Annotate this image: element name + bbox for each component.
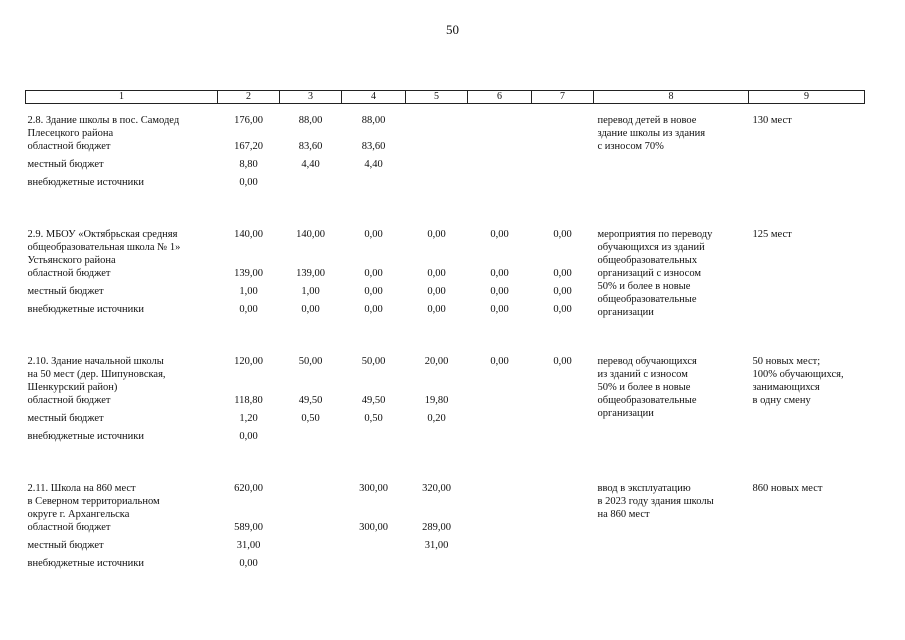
amount-cell: 120,00 [234, 356, 263, 367]
amount-cell [406, 140, 468, 158]
amount-cell [406, 113, 468, 140]
amount-cell [532, 158, 594, 176]
amount-cell: 300,00 [359, 483, 388, 494]
amount-cell: 0,20 [427, 413, 446, 424]
amount-cell: 0,00 [239, 304, 258, 315]
funding-source-label: областной бюджет [27, 395, 111, 406]
amount-cell: 0,00 [553, 286, 572, 297]
spacer-row [26, 104, 865, 114]
amount-cell [468, 113, 532, 140]
amount-cell [468, 557, 532, 575]
amount-cell [406, 557, 468, 575]
page-number: 50 [446, 22, 459, 37]
amount-cell [280, 176, 342, 194]
amount-cell: 589,00 [234, 522, 263, 533]
amount-cell [468, 394, 532, 412]
amount-cell: 167,20 [234, 141, 263, 152]
funding-source-label: местный бюджет [27, 159, 104, 170]
amount-cell [532, 557, 594, 575]
amount-cell: 1,00 [239, 286, 258, 297]
column-header: 8 [594, 91, 749, 104]
item-row [26, 113, 865, 140]
amount-cell [532, 521, 594, 539]
item-title: 2.10. Здание начальной школы на 50 мест (дер. Шипуновская, Шенкурский район) [27, 356, 166, 393]
amount-cell: 0,00 [490, 268, 509, 279]
amount-cell: 31,00 [236, 540, 261, 551]
spacer-cell [468, 448, 532, 481]
amount-cell [342, 539, 406, 557]
column-header: 7 [532, 91, 594, 104]
amount-cell: 19,80 [424, 395, 449, 406]
amount-cell [532, 394, 594, 412]
amount-cell [532, 539, 594, 557]
spacer-row [26, 448, 865, 481]
amount-cell [532, 140, 594, 158]
item-description: ввод в эксплуатацию в 2023 году здания школы на 860 мест [597, 483, 714, 520]
amount-cell: 300,00 [359, 522, 388, 533]
spacer-cell [26, 448, 218, 481]
amount-cell [342, 557, 406, 575]
amount-cell: 139,00 [296, 268, 325, 279]
amount-cell: 0,00 [490, 286, 509, 297]
spacer-cell [532, 194, 594, 227]
amount-cell: 50,00 [361, 356, 386, 367]
amount-cell: 88,00 [361, 115, 386, 126]
amount-cell: 0,00 [553, 304, 572, 315]
amount-cell: 620,00 [234, 483, 263, 494]
item-result: 130 мест [752, 115, 792, 126]
amount-cell: 88,00 [298, 115, 323, 126]
spacer-cell [749, 321, 865, 354]
column-header: 9 [749, 91, 865, 104]
column-header: 3 [280, 91, 342, 104]
amount-cell [468, 140, 532, 158]
amount-cell: 0,00 [364, 268, 383, 279]
spacer-cell [342, 448, 406, 481]
amount-cell: 0,00 [239, 558, 258, 569]
spacer-cell [26, 104, 218, 114]
column-number-row [26, 91, 865, 104]
funding-source-label: местный бюджет [27, 286, 104, 297]
amount-cell [342, 176, 406, 194]
item-description: перевод обучающихся из зданий с износом 50% и более в новые общеобразовательные организации [597, 356, 697, 419]
item-description: перевод детей в новое здание школы из здания с износом 70% [597, 115, 706, 152]
spacer-cell [342, 104, 406, 114]
amount-cell: 4,40 [301, 159, 320, 170]
amount-cell: 0,00 [364, 286, 383, 297]
spacer-cell [532, 321, 594, 354]
item-title: 2.8. Здание школы в пос. Самодед Плесецкого района [27, 115, 180, 139]
spacer-cell [749, 194, 865, 227]
amount-cell [532, 113, 594, 140]
amount-cell: 289,00 [422, 522, 451, 533]
amount-cell: 0,00 [239, 177, 258, 188]
amount-cell: 0,00 [490, 304, 509, 315]
amount-cell: 49,50 [361, 395, 386, 406]
spacer-cell [26, 194, 218, 227]
funding-source-label: местный бюджет [27, 413, 104, 424]
item-result: 860 новых мест [752, 483, 823, 494]
spacer-cell [406, 194, 468, 227]
amount-cell: 31,00 [424, 540, 449, 551]
spacer-cell [406, 321, 468, 354]
spacer-cell [280, 104, 342, 114]
item-row [26, 227, 865, 267]
funding-source-label: внебюджетные источники [27, 431, 145, 442]
amount-cell [468, 430, 532, 448]
amount-cell [468, 412, 532, 430]
column-header: 4 [342, 91, 406, 104]
amount-cell: 1,20 [239, 413, 258, 424]
amount-cell [406, 158, 468, 176]
amount-cell [280, 481, 342, 521]
amount-cell: 0,00 [301, 304, 320, 315]
item-result: 50 новых мест; 100% обучающихся, занимающихся в одну смену [752, 356, 844, 406]
spacer-cell [280, 448, 342, 481]
amount-cell [280, 521, 342, 539]
amount-cell [406, 430, 468, 448]
item-result: 125 мест [752, 229, 792, 240]
amount-cell [532, 176, 594, 194]
spacer-cell [280, 194, 342, 227]
amount-cell: 50,00 [298, 356, 323, 367]
funding-source-label: внебюджетные источники [27, 558, 145, 569]
amount-cell: 0,00 [553, 356, 572, 367]
amount-cell: 140,00 [234, 229, 263, 240]
spacer-cell [594, 321, 749, 354]
amount-cell [406, 176, 468, 194]
amount-cell: 0,00 [364, 229, 383, 240]
spacer-cell [468, 194, 532, 227]
item-title: 2.9. МБОУ «Октябрьская средняя общеобразовательная школа № 1» Устьянского района [27, 229, 181, 266]
amount-cell [280, 539, 342, 557]
funding-source-label: внебюджетные источники [27, 304, 145, 315]
spacer-cell [218, 321, 280, 354]
spacer-cell [468, 321, 532, 354]
amount-cell: 4,40 [364, 159, 383, 170]
amount-cell [532, 412, 594, 430]
amount-cell: 176,00 [234, 115, 263, 126]
spacer-cell [218, 194, 280, 227]
item-title: 2.11. Школа на 860 мест в Северном территориальном округе г. Архангельска [27, 483, 160, 520]
amount-cell: 0,00 [364, 304, 383, 315]
amount-cell: 0,00 [490, 229, 509, 240]
amount-cell [532, 430, 594, 448]
amount-cell [342, 430, 406, 448]
spacer-cell [749, 104, 865, 114]
funding-source-label: областной бюджет [27, 522, 111, 533]
amount-cell: 0,00 [427, 268, 446, 279]
amount-cell: 139,00 [234, 268, 263, 279]
amount-cell: 83,60 [361, 141, 386, 152]
amount-cell: 0,00 [553, 268, 572, 279]
spacer-cell [342, 321, 406, 354]
amount-cell: 320,00 [422, 483, 451, 494]
spacer-cell [406, 104, 468, 114]
amount-cell [468, 539, 532, 557]
spacer-cell [594, 448, 749, 481]
amount-cell: 0,00 [490, 356, 509, 367]
amount-cell: 49,50 [298, 395, 323, 406]
spacer-cell [532, 104, 594, 114]
amount-cell: 0,50 [301, 413, 320, 424]
spacer-cell [468, 104, 532, 114]
amount-cell [468, 481, 532, 521]
column-header: 2 [218, 91, 280, 104]
spacer-cell [218, 448, 280, 481]
amount-cell [280, 430, 342, 448]
amount-cell [280, 557, 342, 575]
item-row [26, 481, 865, 521]
funding-source-label: местный бюджет [27, 540, 104, 551]
amount-cell: 0,00 [427, 229, 446, 240]
amount-cell: 0,00 [427, 286, 446, 297]
amount-cell: 118,80 [234, 395, 263, 406]
amount-cell: 20,00 [424, 356, 449, 367]
spacer-cell [26, 321, 218, 354]
column-header: 1 [26, 91, 218, 104]
amount-cell: 8,80 [239, 159, 258, 170]
spacer-row [26, 194, 865, 227]
column-header: 5 [406, 91, 468, 104]
spacer-cell [342, 194, 406, 227]
spacer-row [26, 321, 865, 354]
amount-cell [468, 176, 532, 194]
amount-cell [468, 158, 532, 176]
amount-cell [468, 521, 532, 539]
spacer-cell [749, 448, 865, 481]
amount-cell: 0,50 [364, 413, 383, 424]
funding-source-label: внебюджетные источники [27, 177, 145, 188]
funding-source-label: областной бюджет [27, 268, 111, 279]
spacer-cell [594, 194, 749, 227]
amount-cell: 140,00 [296, 229, 325, 240]
item-description: мероприятия по переводу обучающихся из зданий общеобразовательных организаций с износом 50% и более в новые общеобразовательные организации [597, 229, 713, 318]
item-row [26, 354, 865, 394]
amount-cell: 0,00 [239, 431, 258, 442]
spacer-cell [218, 104, 280, 114]
amount-cell [532, 481, 594, 521]
amount-cell: 1,00 [301, 286, 320, 297]
amount-cell: 0,00 [427, 304, 446, 315]
spacer-cell [532, 448, 594, 481]
amount-cell: 0,00 [553, 229, 572, 240]
program-table [25, 90, 865, 575]
spacer-cell [406, 448, 468, 481]
spacer-cell [280, 321, 342, 354]
amount-cell: 83,60 [298, 141, 323, 152]
funding-source-label: областной бюджет [27, 141, 111, 152]
column-header: 6 [468, 91, 532, 104]
spacer-cell [594, 104, 749, 114]
